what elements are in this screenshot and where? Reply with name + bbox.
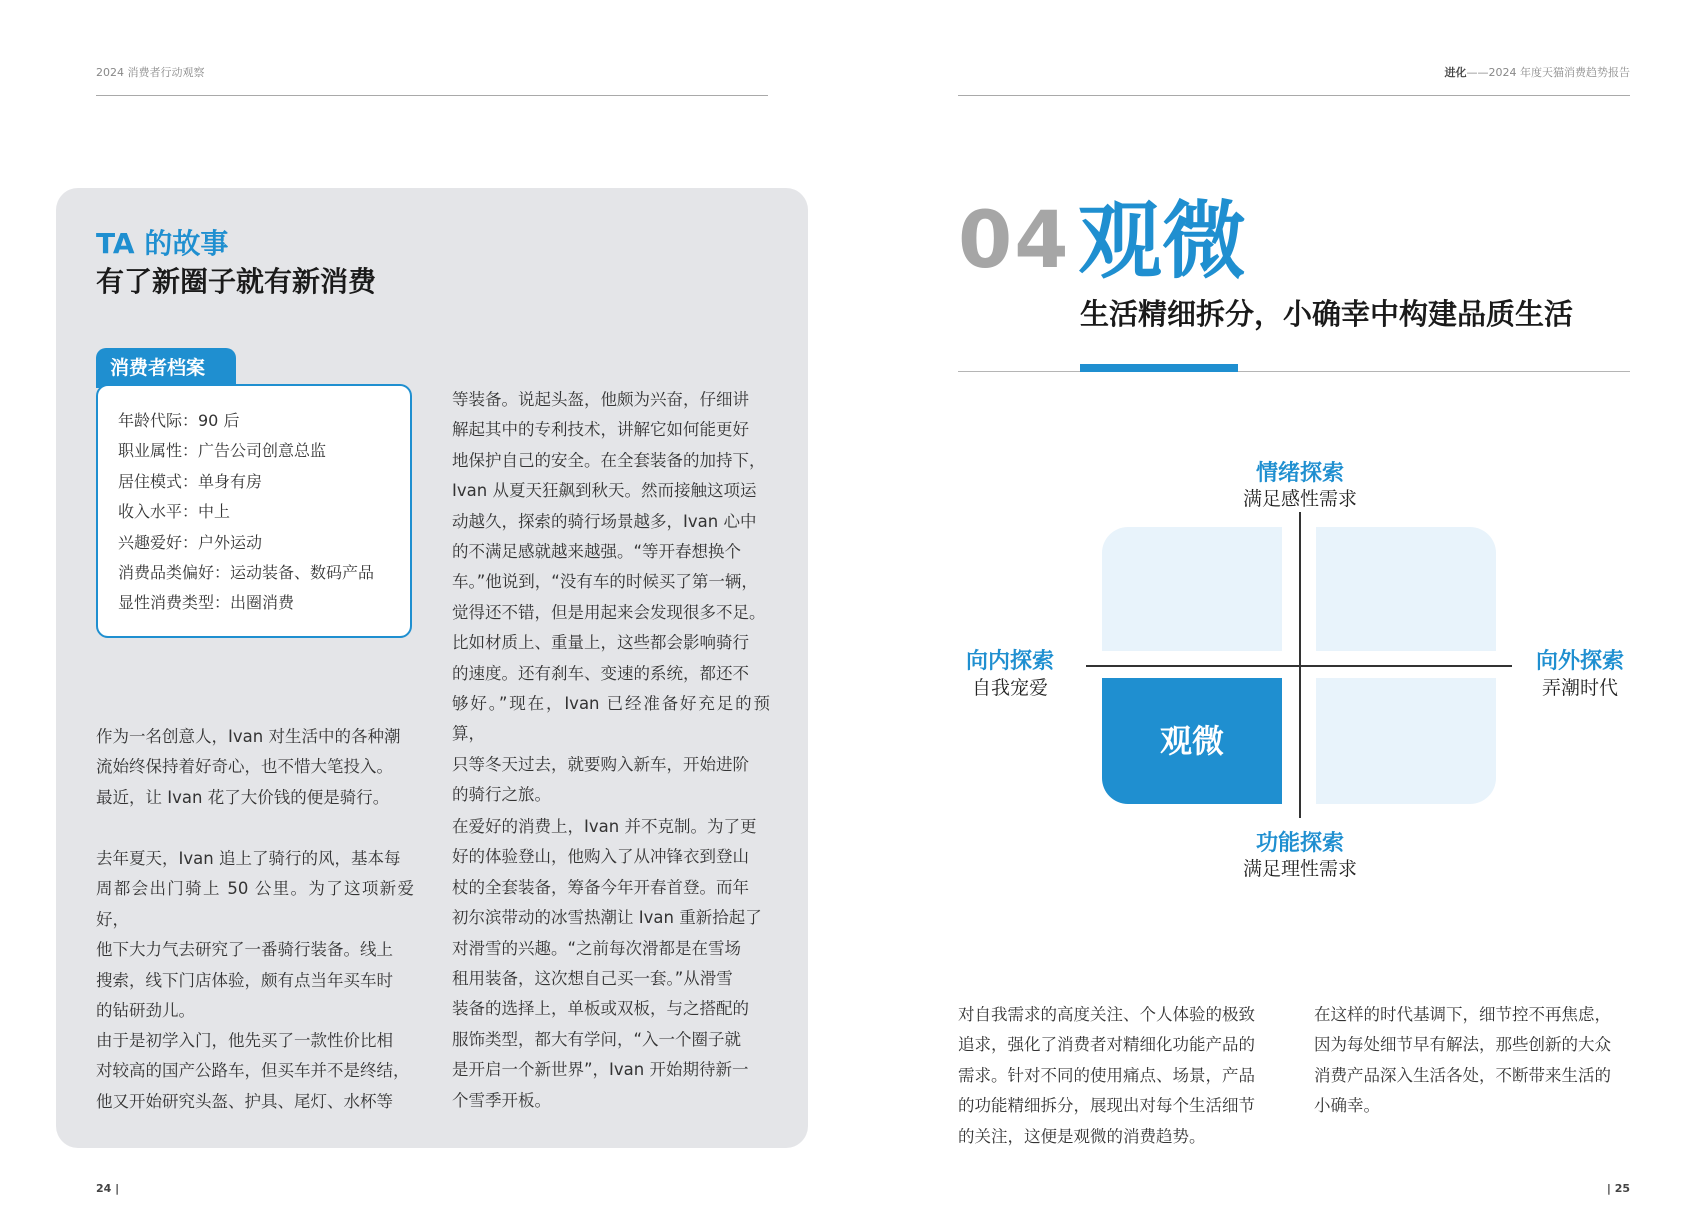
text-line: 是开启一个新世界”，Ivan 开始期待新一 [452,1060,749,1080]
text-line: 初尔滨带动的冰雪热潮让 Ivan 重新拾起了 [452,908,762,928]
text-line: 对较高的国产公路车，但买车并不是终结， [96,1061,410,1081]
header-brand: 进化 [1444,66,1467,79]
story-col2-para1 [452,385,770,811]
text-line: 服饰类型，都大有学问，“入一个圈子就 [452,1029,742,1049]
text-line: 他又开始研究头盔、护具、尾灯、水杯等 [96,1091,393,1111]
text-line: 装备的选择上，单板或双板，与之搭配的 [452,999,749,1019]
header-rule-left [96,95,768,96]
text-line: 周都会出门骑上 50 公里。为了这项新爱好， [96,879,414,929]
trend-col2 [1314,1000,1632,1122]
text-line: 的不满足感就越来越强。“等开春想换个 [452,542,742,562]
profile-line: 居住模式：单身有房 [118,471,263,491]
section-accent-bar [1080,364,1238,372]
quadrant-top-label: 情绪探索 [1255,461,1344,486]
profile-line: 职业属性：广告公司创意总监 [118,441,327,461]
page-number-value: 24 [96,1182,112,1195]
quadrant-top-sublabel: 满足感性需求 [1242,488,1357,510]
text-line: 等装备。说起头盔，他颇为兴奋，仔细讲 [452,390,749,409]
running-header-left: 2024 消费者行动观察 [96,66,205,79]
header-report-title: ——2024 年度天猫消费趋势报告 [1466,66,1630,79]
story-col1-para1 [96,722,414,813]
profile-line: 年龄代际：90 后 [118,411,240,430]
story-col1-para2 [96,844,414,1026]
text-line: 搜索，线下门店体验，颇有点当年买车时 [96,970,393,990]
profile-line: 收入水平：中上 [118,502,231,522]
text-line: 动越久，探索的骑行场景越多，Ivan 心中 [452,511,757,531]
text-line: 消费产品深入生活各处，不断带来生活的 [1314,1065,1611,1085]
quadrant-bottom-right [1316,678,1496,804]
consumer-profile-box [96,384,412,638]
page-number-left: 24 | [96,1182,120,1195]
profile-tab: 消费者档案 [96,348,236,388]
text-line: 杖的全套装备，筹备今年开春首登。而年 [452,877,749,897]
text-line: 流始终保持着好奇心，也不惜大笔投入。 [96,757,393,777]
text-line: 作为一名创意人，Ivan 对生活中的各种潮 [96,727,401,746]
quadrant-bottom-sublabel: 满足理性需求 [1242,858,1357,880]
text-line: 的功能精细拆分，展现出对每个生活细节 [958,1096,1255,1116]
quadrant-bottom-label: 功能探索 [1255,831,1344,856]
text-line: 租用装备，这次想自己买一套。”从滑雪 [452,969,733,989]
text-line: 最近，让 Ivan 花了大价钱的便是骑行。 [96,787,390,807]
text-line: Ivan 从夏天狂飙到秋天。然而接触这项运 [452,481,757,501]
story-col2-para2 [452,812,770,1116]
quadrant-right-label: 向外探索 [1535,649,1624,674]
profile-line: 显性消费类型：出圈消费 [118,593,295,613]
text-line: 对自我需求的高度关注、个人体验的极致 [958,1005,1255,1024]
text-line: 小确幸。 [1314,1096,1380,1116]
header-rule-right [958,95,1630,96]
text-line: 地保护自己的安全。在全套装备的加持下， [452,450,766,470]
text-line: 好的体验登山，他购入了从冲锋衣到登山 [452,847,749,867]
text-line: 他下大力气去研究了一番骑行装备。线上 [96,940,393,960]
section-subtitle: 生活精细拆分，小确幸中构建品质生活 [1080,297,1574,331]
text-line: 够好。”现在，Ivan 已经准备好充足的预算， [452,694,770,744]
text-line: 比如材质上、重量上，这些都会影响骑行 [452,633,749,653]
quadrant-left-label: 向内探索 [965,649,1054,674]
horizontal-axis [1086,665,1512,667]
text-line: 对滑雪的兴趣。“之前每次滑都是在雪场 [452,938,742,958]
section-number: 04 [958,196,1071,286]
text-line: 因为每处细节早有解法，那些创新的大众 [1314,1035,1611,1055]
text-line: 只等冬天过去，就要购入新车，开始进阶 [452,754,749,774]
trend-col1 [958,1000,1278,1152]
profile-line: 兴趣爱好：户外运动 [118,532,263,552]
quadrant-top-right [1316,527,1496,651]
section-title: 观微 [1078,192,1247,290]
text-line: 需求。针对不同的使用痛点、场景，产品 [958,1065,1255,1085]
text-line: 解起其中的专利技术，讲解它如何能更好 [452,420,749,440]
text-line: 的钻研劲儿。 [96,1001,195,1021]
text-line: 的关注，这便是观微的消费趋势。 [958,1126,1206,1146]
text-line: 的速度。还有刹车、变速的系统，都还不 [452,663,749,683]
text-line: 在爱好的消费上，Ivan 并不克制。为了更 [452,817,757,836]
page-number-value: 25 [1614,1182,1630,1195]
text-line: 车。”他说到，“没有车的时候买了第一辆， [452,572,758,592]
quadrant-top-left [1102,527,1282,651]
story-col1-para3 [96,1026,414,1117]
text-line: 追求，强化了消费者对精细化功能产品的 [958,1035,1255,1055]
text-line: 觉得还不错，但是用起来会发现很多不足。 [452,602,766,622]
story-title: 有了新圈子就有新消费 [96,265,377,298]
story-label: TA 的故事 [96,227,229,260]
page-number-right: | 25 [1606,1182,1630,1195]
text-line: 个雪季开板。 [452,1090,551,1110]
quadrant-bottom-left-highlight: 观微 [1102,678,1282,804]
text-line: 在这样的时代基调下，细节控不再焦虑， [1314,1005,1611,1024]
quadrant-left-sublabel: 自我宠爱 [971,677,1048,699]
text-line: 由于是初学入门，他先买了一款性价比相 [96,1031,393,1050]
text-line: 去年夏天，Ivan 追上了骑行的风，基本每 [96,849,401,868]
section-rule [958,371,1630,372]
quadrant-right-sublabel: 弄潮时代 [1541,677,1618,699]
profile-line: 消费品类偏好：运动装备、数码产品 [118,562,375,582]
text-line: 的骑行之旅。 [452,785,551,805]
running-header-right [1445,64,1631,80]
